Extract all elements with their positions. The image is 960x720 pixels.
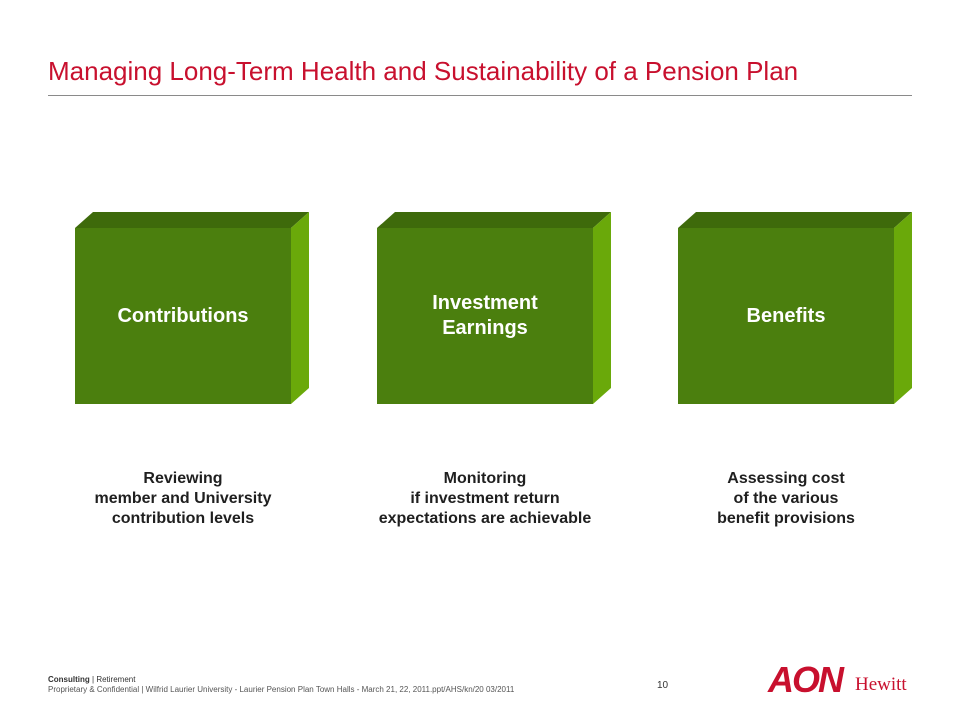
title-divider <box>48 95 912 96</box>
pillar-benefits-cube <box>678 212 912 404</box>
pillar-contributions-cube <box>75 212 309 404</box>
pillar-label: Investment Earnings <box>432 292 538 339</box>
pillar-label: Contributions <box>117 304 249 327</box>
pillar-description-investment: Monitoring if investment return expectations are achievable <box>378 470 592 527</box>
footer-confidential: Proprietary & Confidential | Wilfrid Laurier University - Laurier Pension Plan Town Halls - March 21, 22, 2011.ppt/AHS/kn/20 03/2011 <box>48 685 515 694</box>
footer-practice: Retirement <box>96 675 136 684</box>
aon-hewitt-logo <box>768 660 918 700</box>
logo-brand: AON <box>768 659 842 700</box>
slide-title: Managing Long-Term Health and Sustainability of a Pension Plan <box>48 56 799 86</box>
pillar-label: Benefits <box>746 304 826 327</box>
page-number: 10 <box>657 680 669 691</box>
pillar-investment-earnings-cube <box>377 212 611 404</box>
footer-separator: | <box>89 675 97 684</box>
footer-division <box>48 675 135 684</box>
logo-sub-brand: Hewitt <box>855 674 907 695</box>
pillar-description-contributions: Reviewing member and University contribution levels <box>94 470 272 527</box>
pillar-description-benefits: Assessing cost of the various benefit provisions <box>717 470 855 527</box>
footer-division-name: Consulting <box>48 675 90 684</box>
